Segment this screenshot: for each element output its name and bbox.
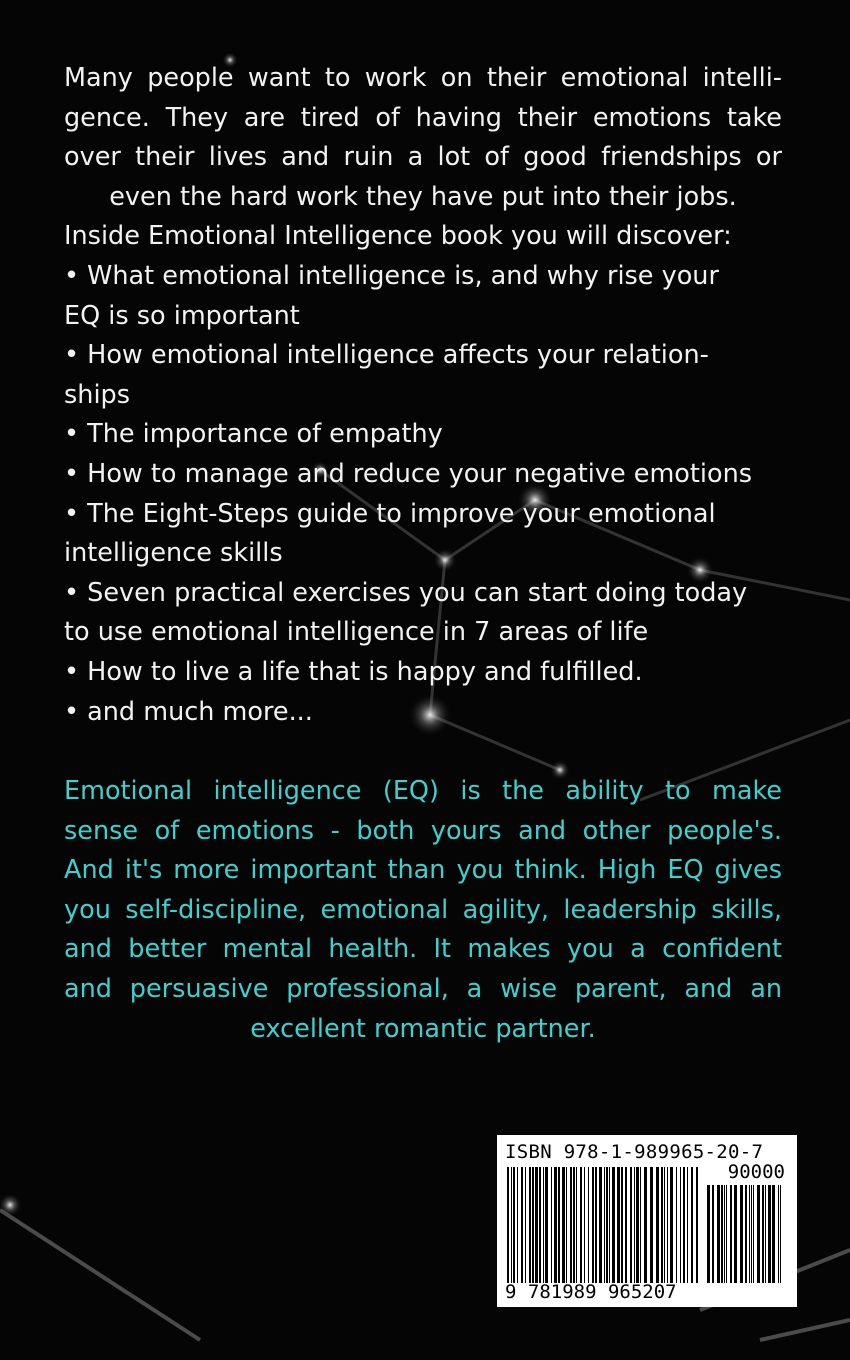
summary-line: you self-discipline, emotional agility, leadership skills, xyxy=(64,894,782,925)
barcode-bar xyxy=(551,1167,552,1283)
barcode-bar xyxy=(554,1167,557,1283)
bullet-line: • The importance of empathy xyxy=(64,419,443,450)
bullet-line: • What emotional intelligence is, and why rise your xyxy=(64,260,719,291)
barcode-bar xyxy=(617,1167,620,1283)
intro-paragraph xyxy=(64,59,782,732)
barcode-bar xyxy=(539,1167,541,1283)
barcode-bar xyxy=(609,1167,610,1283)
barcode-bar xyxy=(558,1167,560,1283)
barcode-bar xyxy=(592,1167,594,1283)
barcode-bar xyxy=(612,1167,615,1283)
barcode-bar xyxy=(634,1167,635,1283)
summary-line: Emotional intelligence (EQ) is the ability to make xyxy=(64,776,782,806)
barcode-bar xyxy=(740,1185,743,1283)
barcode-bar xyxy=(768,1185,771,1283)
bullet-line: ships xyxy=(64,379,131,410)
barcode-bar xyxy=(588,1167,589,1283)
barcode-bar xyxy=(734,1185,737,1283)
barcode-bar xyxy=(543,1167,544,1283)
barcode-bar xyxy=(621,1167,623,1283)
summary-line: sense of emotions - both yours and other people's. xyxy=(64,815,782,846)
barcode-bar xyxy=(644,1167,647,1283)
barcode-bar xyxy=(545,1167,548,1283)
intro-line: over their lives and ruin a lot of good friendships or xyxy=(64,142,782,173)
barcode-bar xyxy=(676,1167,677,1283)
summary-line: excellent romantic partner. xyxy=(250,1013,596,1044)
barcode-bar xyxy=(721,1185,723,1283)
barcode-bar xyxy=(778,1185,779,1283)
barcode-bar xyxy=(580,1167,582,1283)
barcode-bar xyxy=(532,1167,534,1283)
barcode-bar xyxy=(529,1167,531,1283)
barcode-bar xyxy=(606,1167,608,1283)
barcode-bar xyxy=(640,1167,641,1283)
barcode-bar xyxy=(604,1167,605,1283)
barcode-bar xyxy=(751,1185,752,1283)
barcode-bar xyxy=(772,1185,775,1283)
barcode-bar xyxy=(513,1167,515,1283)
barcode-bar xyxy=(566,1167,567,1283)
barcode-bar xyxy=(599,1167,602,1283)
barcode-bar xyxy=(745,1185,747,1283)
barcode-bar xyxy=(584,1167,585,1283)
ean-barcode-bars xyxy=(507,1167,702,1283)
bullet-line: • The Eight-Steps guide to improve your emotional xyxy=(64,498,716,529)
barcode-bar xyxy=(707,1185,710,1283)
barcode-bar xyxy=(724,1185,725,1283)
barcode-bar xyxy=(712,1185,714,1283)
bullet-line: • How emotional intelligence affects your relation- xyxy=(64,340,709,371)
summary-line: and persuasive professional, a wise parent, and an xyxy=(64,973,782,1004)
summary-line: and better mental health. It makes you a confident xyxy=(64,934,782,965)
bullet-line: • How to live a life that is happy and fulfilled. xyxy=(64,656,643,687)
barcode-bar xyxy=(664,1167,665,1283)
bullet-line: • How to manage and reduce your negative emotions xyxy=(64,458,753,489)
addon-code: 90000 xyxy=(727,1161,785,1183)
barcode-bar xyxy=(562,1167,565,1283)
barcode-bar xyxy=(636,1167,639,1283)
intro-line: Many people want to work on their emotional intelli- xyxy=(64,63,782,93)
barcode-bar xyxy=(726,1185,727,1283)
barcode-bar xyxy=(511,1167,512,1283)
barcode-bar xyxy=(687,1167,688,1283)
barcode-bar xyxy=(570,1167,572,1283)
intro-line: Inside Emotional Intelligence book you will discover: xyxy=(64,221,732,252)
barcode-bar xyxy=(696,1167,698,1283)
barcode-bar xyxy=(730,1185,732,1283)
ean-digits: 9 781989 965207 xyxy=(505,1281,677,1303)
bullet-line: EQ is so important xyxy=(64,300,300,331)
barcode-bar xyxy=(573,1167,575,1283)
barcode-bar xyxy=(576,1167,577,1283)
barcode-bar xyxy=(667,1167,668,1283)
barcode-bar xyxy=(683,1167,685,1283)
barcode-bar xyxy=(650,1167,653,1283)
barcode-bar xyxy=(525,1167,526,1283)
barcode-bar xyxy=(661,1167,663,1283)
intro-line: even the hard work they have put into their jobs. xyxy=(109,181,737,212)
barcode-bar xyxy=(780,1185,781,1283)
bullet-line: • and much more... xyxy=(64,696,313,727)
barcode-bar xyxy=(762,1185,764,1283)
addon-barcode-bars xyxy=(707,1185,787,1283)
summary-line: And it's more important than you think. High EQ gives xyxy=(64,855,782,886)
bullet-line: • Seven practical exercises you can start doing today xyxy=(64,577,748,608)
barcode-bar xyxy=(753,1185,754,1283)
bullet-line: to use emotional intelligence in 7 areas of life xyxy=(64,617,649,648)
barcode-bar xyxy=(717,1185,720,1283)
summary-paragraph xyxy=(64,772,782,1049)
barcode-bar xyxy=(765,1185,766,1283)
barcode-bar xyxy=(749,1185,750,1283)
barcode-bar xyxy=(630,1167,632,1283)
barcode-bar xyxy=(535,1167,538,1283)
barcode-bar xyxy=(517,1167,518,1283)
intro-line: gence. They are tired of having their emotions take xyxy=(64,102,782,133)
barcode-bar xyxy=(595,1167,597,1283)
barcode-bar xyxy=(507,1167,509,1283)
barcode-bar xyxy=(691,1167,693,1283)
barcode-bar xyxy=(521,1167,523,1283)
barcode-bar xyxy=(625,1167,627,1283)
isbn-label: ISBN 978-1-989965-20-7 xyxy=(505,1141,764,1163)
bullet-line: intelligence skills xyxy=(64,538,283,569)
barcode-bar xyxy=(670,1167,673,1283)
barcode-bar xyxy=(757,1185,760,1283)
barcode-bar xyxy=(680,1167,681,1283)
isbn-barcode xyxy=(497,1135,797,1307)
barcode-bar xyxy=(656,1167,659,1283)
